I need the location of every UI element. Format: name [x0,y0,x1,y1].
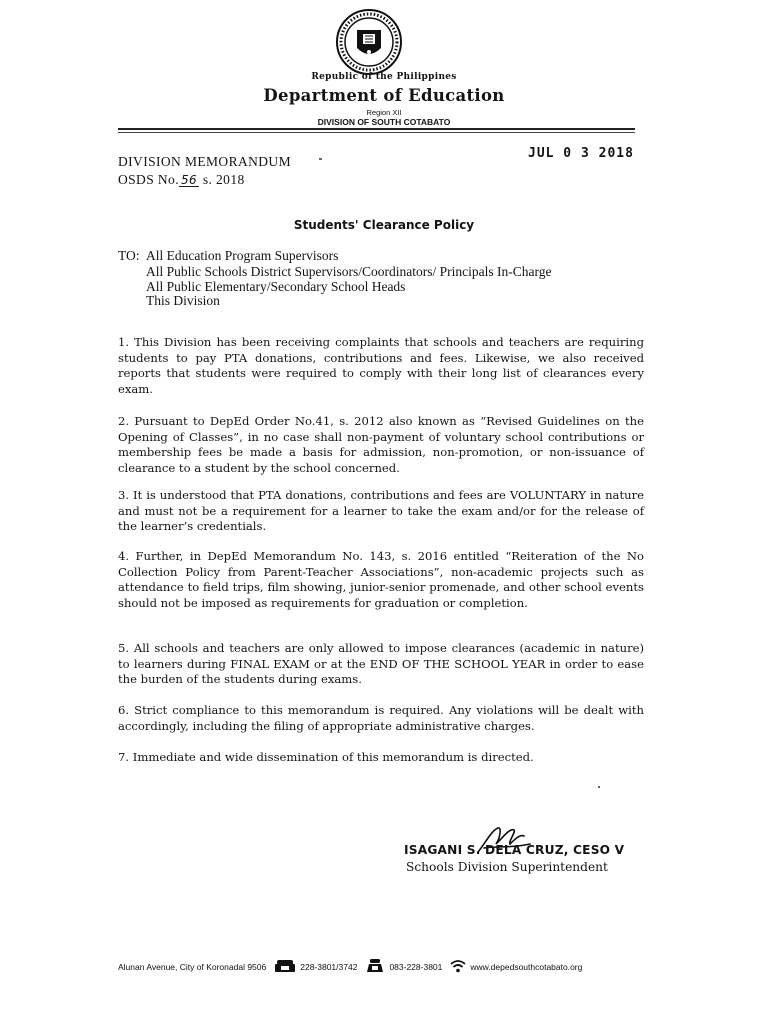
recipient-line: This Division [146,293,220,308]
paragraph-4: 4. Further, in DepEd Memorandum No. 143, s. 2016 entitled “Reiteration of the No Collection Policy from Parent-Teacher Associations”, non-academic projects such as attendance to field trips, film showing, junior-senior promenade, and other school events should not be imposed as requirements for graduation or completion. [118,549,644,610]
paragraph-1: 1. This Division has been receiving complaints that schools and teachers are requiring students to pay PTA donations, contributions and fees. Likewise, we also received reports that students were required to comply with their long list of clearances every exam. [118,335,644,396]
signatory-position: Schools Division Superintendent [406,860,608,874]
recipient-line: All Public Elementary/Secondary School Heads [146,279,406,294]
footer-telefax: 228-3801/3742 [300,962,358,972]
region-header: Region XII [366,108,402,117]
memo-number: 56 [180,173,198,187]
signatory-name: ISAGANI S. DELA CRUZ, CESO V [404,843,625,857]
footer-contact [118,959,582,975]
recipient-line: All Education Program Supervisors [146,248,339,263]
date-stamp: JUL 0 3 2018 [528,146,634,161]
footer-phone: 083-228-3801 [389,962,443,972]
memo-type: DIVISION MEMORANDUM [118,154,291,169]
telefax-icon [274,959,296,975]
stray-mark [319,158,322,160]
republic-header: Republic of the Philippines [311,72,457,82]
recipients-label: TO: [118,248,140,263]
recipient-line: All Public Schools District Supervisors/Coordinators/ Principals In-Charge [146,264,552,279]
paragraph-3: 3. It is understood that PTA donations, contributions and fees are VOLUNTARY in nature and must not be a requirement for a learner to take the exam and/or for the release of the learner’s credentials. [118,488,644,533]
paragraph-5: 5. All schools and teachers are only allowed to impose clearances (academic in nature) to learners during FINAL EXAM or at the END OF THE SCHOOL YEAR in order to ease the burden of the students during exams. [118,641,644,686]
department-header: Department of Education [263,86,505,105]
deped-seal [335,8,403,76]
memo-number-line [118,172,245,188]
stray-dot [598,786,600,788]
memo-series: s. 2018 [202,172,245,187]
phone-icon [365,958,385,976]
header-rule-top [118,128,635,130]
footer-address: Alunan Avenue, City of Koronadal 9506 [118,962,267,972]
wifi-icon [450,959,466,975]
footer-website: www.depedsouthcotabato.org [470,962,583,972]
paragraph-6: 6. Strict compliance to this memorandum is required. Any violations will be dealt with accordingly, including the filing of appropriate administrative charges. [118,703,644,733]
memo-title: Students' Clearance Policy [293,218,475,232]
memo-number-prefix: OSDS No. [118,172,179,187]
paragraph-2: 2. Pursuant to DepEd Order No.41, s. 2012 also known as “Revised Guidelines on the Opening of Classes”, in no case shall non-payment of voluntary school contributions or membership fees be made a basis for admission, non-promotion, or non-issuance of clearance to a student by the school concerned. [118,414,644,475]
paragraph-7: 7. Immediate and wide dissemination of this memorandum is directed. [118,750,534,764]
header-rule-bottom [118,132,635,133]
division-header: DIVISION OF SOUTH COTABATO [317,117,451,127]
